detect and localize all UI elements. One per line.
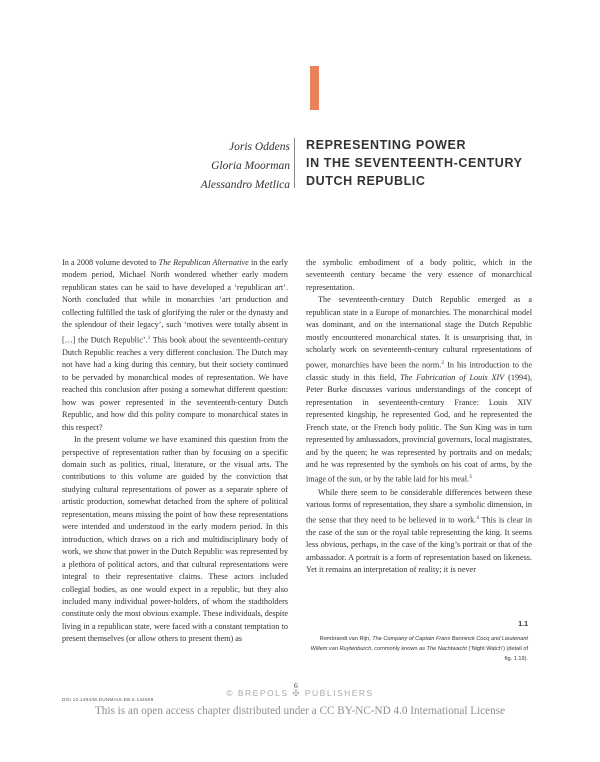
body-text: in the early modern period, Michael North wondered whether early modern republican states can be said to have developed a ‘republican art’. North concluded that while in monarchies ‘art production and collecting fulfilled the task of glorifying the ruler or the dynasty and the splendour of their legacy’, such ‘motives were totally absent in […] the Dutch Republic’.	[62, 258, 289, 345]
body-text: This book about the seventeenth-century Dutch Republic reaches a very different conclusion. The Dutch may not have had a king during this century, but their society continued to be pervaded by monarchical modes of representation. We have reached this conclusion after posing a somewhat different question: how was power represented in the seventeenth-century Dutch Republic, and how did this polity compare to monarchical states in this respect?	[62, 335, 288, 432]
body-text: In his introduction to the classic study in this field,	[306, 360, 532, 382]
paragraph	[306, 487, 532, 577]
title-divider	[294, 138, 295, 188]
italic-text: The Fabrication of Louis XIV	[400, 372, 505, 382]
body-column-left	[62, 257, 288, 646]
doi: DOI 10.1484/M.DUNMAIS-EB.5.134669	[62, 697, 154, 702]
italic-text: The Company of Captain Frans Banninck Cocq and Lieutenant Willem van Ruytenburch	[310, 636, 528, 652]
footnote-ref: 4	[476, 514, 479, 521]
body-column-right	[306, 257, 532, 577]
body-text: While there seem to be considerable differences between these various forms of representation, they share a symbolic dimension, in the sense that they need to be believed in to work.	[306, 487, 532, 525]
body-text: The seventeenth-century Dutch Republic emerged as a republican state in a Europe of monarchies. The monarchical model was dominant, and on the international stage the Dutch Republic mostly encountered monarchical states. It is unsurprising that, in scholarly work on seventeenth-century cultural representations of power, monarchies have been the norm.	[306, 295, 532, 370]
footnote-ref: 2	[441, 359, 445, 366]
author-list	[201, 138, 290, 195]
publisher-watermark: © BREPOLS ✠ PUBLISHERS	[226, 688, 374, 698]
body-text: (1994), Peter Burke discusses various understandings of the concept of representation in seventeenth-century France: Louis XIV represented kingship, he represented God, and he represented the French state, or the French body politic. The Sun King was in turn represented by ambassadors, provincial governors, local magistrates, and by the queen; he was represented by portraits and on medals; and he was represented by the symbols on his coat of arms, by the image of the sun, or by the table laid for his meal.	[306, 372, 532, 485]
body-text: (‘Night Watch’) (detail of fig. 1.19).	[466, 646, 528, 662]
italic-text: The Republican Alternative	[158, 258, 249, 267]
body-text: This is clear in the case of the sun or the royal table representing the king. It seems less obvious, perhaps, in the case of the king’s portrait or that of the ambassador. A portrait is a form of representation based on likeness. Yet it remains an interpretation of reality; it is never	[306, 515, 532, 575]
italic-text: The Nachtwacht	[426, 646, 467, 652]
page-number: 6	[294, 681, 298, 690]
chapter-number-bar	[310, 66, 319, 110]
paragraph	[306, 257, 532, 294]
author-name: Alessandro Metlica	[200, 179, 290, 191]
figure-caption	[308, 634, 528, 664]
body-text: Rembrandt van Rijn,	[319, 636, 373, 642]
paragraph	[306, 294, 532, 486]
chapter-title-line: IN THE SEVENTEENTH-CENTURY	[306, 156, 523, 170]
body-text: In the present volume we have examined this question from the perspective of representation rather than by focusing on a specific domain such as politics, ritual, literature, or the visual arts. The contributions to this volume are guided by the conviction that studying cultural representations of power as a separate sphere of artistic production, somewhat detached from the sphere of political representation, means missing the point of how these representations were intended and understood in the early modern period. In this introduction, which draws on a rich and multidisciplinary body of work, we show that power in the Dutch Republic was represented by a plethora of political actors, and that cultural representations were integral to their representative claims. These actors included collegial bodies, as one would expect in a republic, but they also included many individual power-holders, of whom the stadtholders constitute only the most obvious example. These individuals, despite living in a republican state, were faced with a constant temptation to present themselves (or allow others to present them) as	[62, 435, 288, 644]
license-notice: This is an open access chapter distributed under a CC BY-NC-ND 4.0 International License	[94, 705, 506, 717]
footnote-ref: 1	[147, 334, 151, 341]
author-name: Joris Oddens	[228, 141, 290, 153]
chapter-title-line: DUTCH REPUBLIC	[306, 174, 426, 188]
body-text: the symbolic embodiment of a body politic, which in the seventeenth century became the very essence of monarchical representation.	[306, 258, 532, 292]
paragraph	[62, 257, 288, 434]
paragraph	[62, 434, 288, 646]
chapter-title-line: REPRESENTING POWER	[306, 138, 467, 152]
author-name: Gloria Moorman	[211, 160, 290, 172]
body-text: In a 2008 volume devoted to	[62, 258, 159, 267]
footnote-ref: 3	[469, 474, 472, 481]
figure-number: 1.1	[518, 621, 528, 628]
body-text: , commonly known as	[371, 646, 427, 652]
chapter-title	[306, 136, 523, 190]
